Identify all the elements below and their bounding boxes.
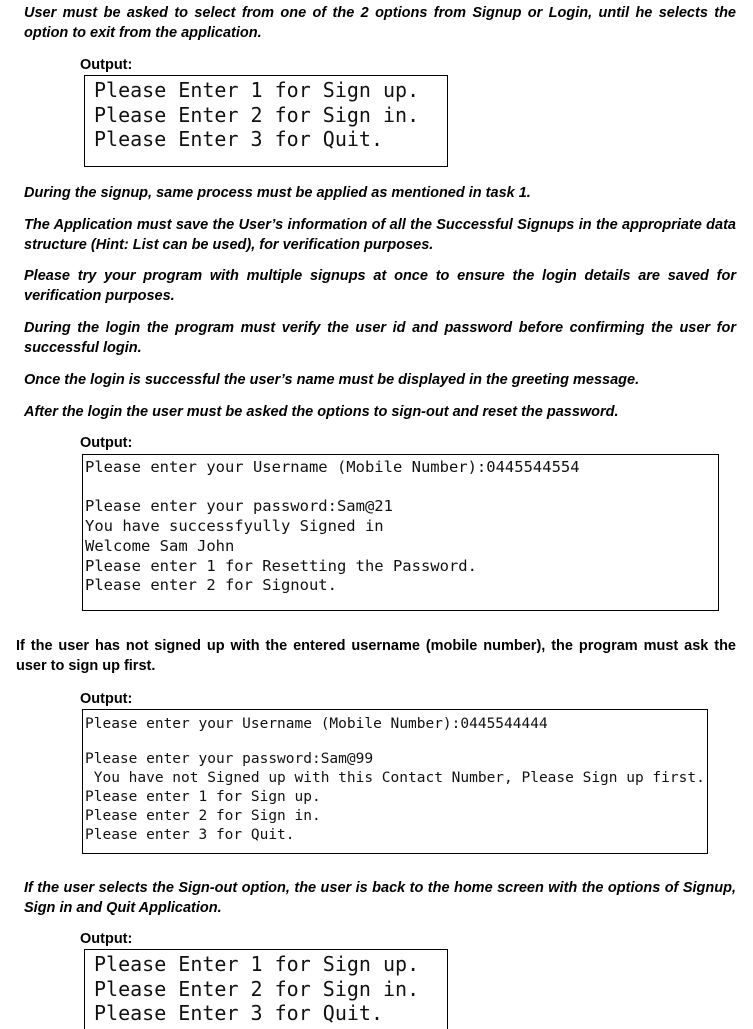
menu-line: Please Enter 2 for Sign in.: [94, 976, 420, 1001]
not-signed-up-paragraph: If the user has not signed up with the entered username (mobile number), the program must ask the user to sign up first.: [16, 638, 736, 674]
menu-line: Please enter 2 for Sign in.: [85, 807, 321, 824]
welcome-line: Welcome Sam John: [85, 536, 235, 555]
reset-option-line: Please enter 1 for Resetting the Password.: [85, 556, 477, 575]
output-label: Output:: [80, 57, 133, 73]
output-label: Output:: [80, 435, 133, 451]
password-prompt-line: Please enter your password:Sam@99: [85, 750, 374, 767]
not-signed-up-message-line: You have not Signed up with this Contact Number, Please Sign up first.: [85, 769, 705, 786]
requirement-paragraph: The Application must save the User’s information of all the Successful Signups in the appropriate data structure (Hint: List can be used), for verification purposes.: [24, 217, 736, 253]
menu-line: Please Enter 3 for Quit.: [94, 1001, 383, 1025]
requirement-paragraph: After the login the user must be asked the options to sign-out and reset the password.: [24, 404, 619, 420]
requirement-paragraph: Please try your program with multiple signups at once to ensure the login details are saved for verification purposes.: [24, 268, 736, 304]
not-signed-up-output-box: [82, 709, 708, 854]
output-label: Output:: [80, 931, 133, 947]
username-prompt-line: Please enter your Username (Mobile Number):0445544444: [85, 716, 548, 732]
menu-output-box: [84, 75, 448, 167]
intro-paragraph: User must be asked to select from one of the 2 options from Signup or Login, until he selects the option to exit from the application.: [24, 5, 736, 41]
signed-in-line: You have successfyully Signed in: [85, 517, 384, 536]
menu-line: Please Enter 3 for Quit.: [94, 127, 383, 151]
requirement-paragraph: During the signup, same process must be applied as mentioned in task 1.: [24, 185, 531, 201]
menu-line: Please Enter 1 for Sign up.: [94, 78, 420, 102]
login-output-box: [82, 454, 719, 611]
requirement-paragraph: During the login the program must verify the user id and password before confirming the user for successful login.: [24, 320, 736, 356]
menu-line: Please Enter 1 for Sign up.: [94, 952, 420, 976]
menu-line: Please enter 3 for Quit.: [85, 826, 295, 843]
requirement-paragraph: Once the login is successful the user’s name must be displayed in the greeting message.: [24, 372, 640, 388]
username-prompt-line: Please enter your Username (Mobile Number):0445544554: [85, 458, 580, 476]
signout-output-box: [84, 949, 448, 1029]
menu-line: Please Enter 2 for Sign in.: [94, 102, 420, 127]
output-label: Output:: [80, 691, 133, 707]
password-prompt-line: Please enter your password:Sam@21: [85, 497, 393, 516]
signout-option-line: Please enter 2 for Signout.: [85, 576, 337, 595]
signout-paragraph: If the user selects the Sign-out option, the user is back to the home screen with the options of Signup, Sign in and Quit Application.: [24, 880, 736, 916]
menu-line: Please enter 1 for Sign up.: [85, 788, 321, 805]
